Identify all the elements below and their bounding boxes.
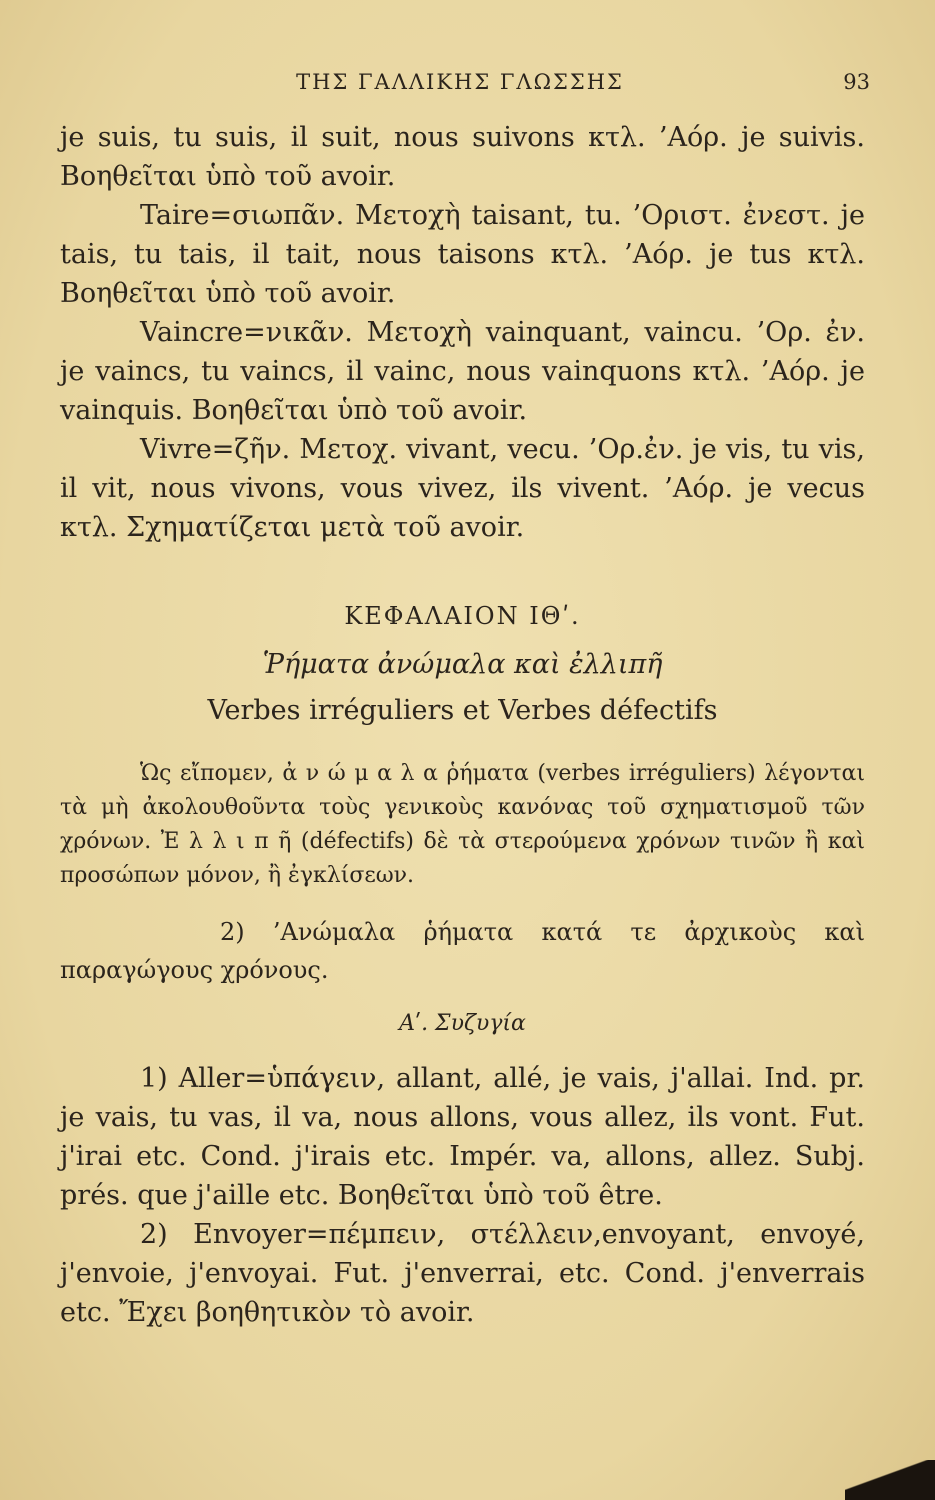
intro-paragraph: Ὡς εἴπομεν, ἀ ν ώ μ α λ α ῥήματα (verbes irréguliers) λέγονται τὰ μὴ ἀκολουθοῦντα τοὺς γενικοὺς κανόνας τοῦ σχηματισμοῦ τῶν χρόνων. Ἐ λ λ ι π ῆ (défectifs) δὲ τὰ στερούμενα χρόνων τινῶν ἢ καὶ προσώπων μόνον, ἢ ἐγκλίσεων. [60,761,865,888]
paragraph-suivre: je suis, tu suis, il suit, nous suivons κτλ. ’Αόρ. je suivis. Βοηθεῖται ὑπὸ τοῦ avoir. [60,122,865,192]
chapter-french-title: Verbes irréguliers et Verbes défectifs [207,695,718,726]
paragraph-vaincre: Vaincre=νικᾶν. Μετοχὴ vainquant, vaincu. ’Ορ. ἐν. je vaincs, tu vaincs, il vainc, nous vainquons κτλ. ’Αόρ. je vainquis. Βοηθεῖται ὑπὸ τοῦ avoir. [60,317,865,426]
paragraph-aller: 1) Aller=ὑπάγειν, allant, allé, je vais, j'allai. Ind. pr. je vais, tu vas, il va, nous allons, vous allez, ils vont. Fut. j'irai etc. Cond. j'irais etc. Impér. va, allons, allez. Subj. prés. que j'aille etc. Βοηθεῖται ὑπὸ τοῦ être. [60,1063,865,1211]
body-text [60,118,865,1332]
chapter-title: ΚΕΦΑΛΑΙΟΝ ΙΘʹ. [344,602,581,630]
verb-list [60,1059,865,1332]
paragraph-envoyer: 2) Envoyer=πέμπειν, στέλλειν,envoyant, envoyé, j'envoie, j'envoyai. Fut. j'enverrai, etc. Cond. j'enverrais etc. Ἔχει βοηθητικὸν τὸ avoir. [60,1219,865,1328]
page-number: 93 [843,70,870,94]
section-2-heading: 2) ’Ανώμαλα ῥήματα κατά τε ἀρχικοὺς καὶ παραγώγους χρόνους. [60,918,865,984]
paragraph-vivre: Vivre=ζῆν. Μετοχ. vivant, vecu. ’Ορ.ἐν. je vis, tu vis, il vit, nous vivons, vous vivez, ils vivent. ’Αόρ. je vecus κτλ. Σχηματίζεται μετὰ τοῦ avoir. [60,434,865,543]
paragraph-taire: Taire=σιωπᾶν. Μετοχὴ taisant, tu. ’Οριστ. ἐνεστ. je tais, tu tais, il tait, nous taisons κτλ. ’Αόρ. je tus κτλ. Βοηθεῖται ὑπὸ τοῦ avoir. [60,200,865,309]
chapter-heading [60,599,865,729]
conjugation-subheading: Αʹ. Συζυγία [399,1011,526,1036]
running-head: ΤΗΣ ΓΑΛΛΙΚΗΣ ΓΛΩΣΣΗΣ [296,70,624,94]
page-header [60,70,870,104]
chapter-greek-title: Ῥήματα ἀνώμαλα καὶ ἐλλιπῆ [262,649,663,680]
page-corner-shadow [845,1460,935,1500]
